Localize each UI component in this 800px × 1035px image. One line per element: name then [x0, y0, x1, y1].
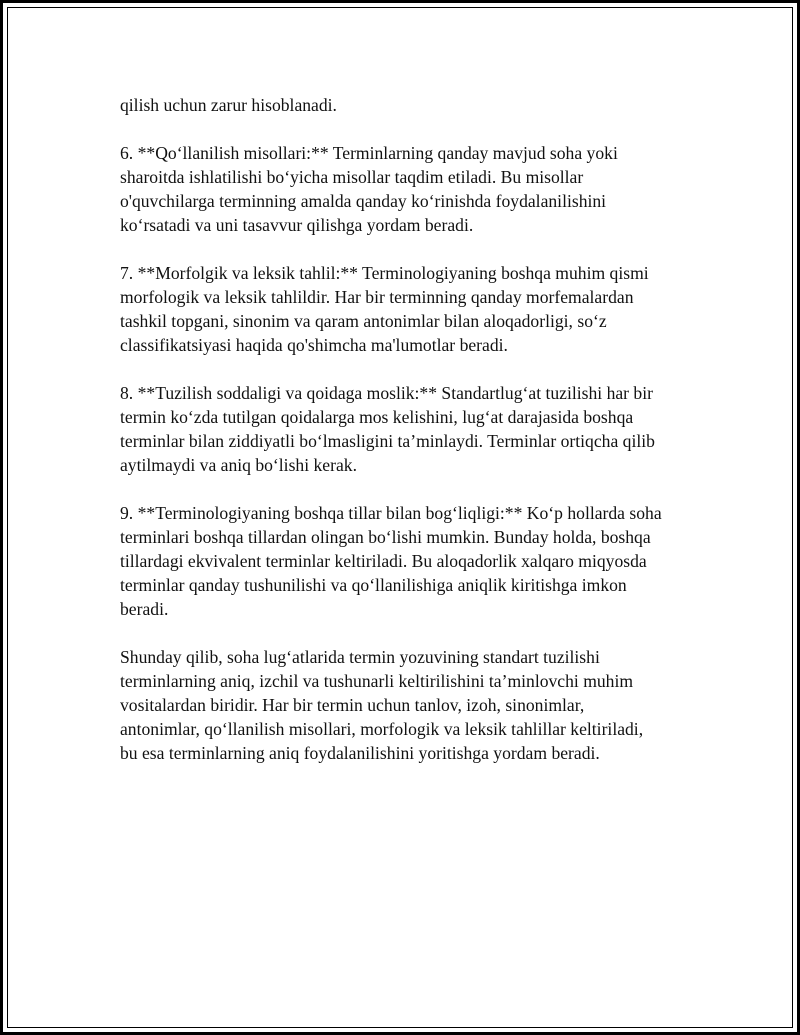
text-line: vositalardan biridir. Har bir termin uchun tanlov, izoh, sinonimlar, [120, 695, 585, 715]
text-line: sharoitda ishlatilishi bo‘yicha misollar taqdim etiladi. Bu misollar [120, 167, 584, 187]
text-line: Shunday qilib, soha lug‘atlarida termin yozuvining standart tuzilishi [120, 647, 600, 667]
paragraph-continuation [120, 93, 700, 117]
text-line: terminlar qanday tushunilishi va qo‘llanilishiga aniqlik kiritishga imkon [120, 575, 627, 595]
paragraph-item-9 [120, 501, 700, 621]
text-line: 6. **Qo‘llanilish misollari:** Terminlarning qanday mavjud soha yoki [120, 143, 618, 163]
text-line: tillardagi ekvivalent terminlar keltiriladi. Bu aloqadorlik xalqaro miqyosda [120, 551, 647, 571]
text-line: tashkil topgani, sinonim va qaram antonimlar bilan aloqadorligi, so‘z [120, 311, 607, 331]
text-line: beradi. [120, 599, 169, 619]
text-line: antonimlar, qo‘llanilish misollari, morfologik va leksik tahlillar keltiriladi, [120, 719, 644, 739]
document-body [120, 93, 700, 789]
text-line: terminlarning aniq, izchil va tushunarli keltirilishini ta’minlovchi muhim [120, 671, 634, 691]
text-line: o'quvchilarga terminning amalda qanday ko‘rinishda foydalanilishini [120, 191, 607, 211]
text-line: ko‘rsatadi va uni tasavvur qilishga yordam beradi. [120, 215, 474, 235]
text-line: classifikatsiyasi haqida qo'shimcha ma'lumotlar beradi. [120, 335, 508, 355]
text-line: aytilmaydi va aniq bo‘lishi kerak. [120, 455, 357, 475]
text-line: terminlar bilan ziddiyatli bo‘lmasligini ta’minlaydi. Terminlar ortiqcha qilib [120, 431, 655, 451]
text-line: morfologik va leksik tahlildir. Har bir terminning qanday morfemalardan [120, 287, 634, 307]
text-line: qilish uchun zarur hisoblanadi. [120, 95, 337, 115]
text-line: 9. **Terminologiyaning boshqa tillar bilan bog‘liqligi:** Ko‘p hollarda soha [120, 503, 662, 523]
paragraph-item-8 [120, 381, 700, 477]
paragraph-item-7 [120, 261, 700, 357]
text-line: 8. **Tuzilish soddaligi va qoidaga moslik:** Standartlug‘at tuzilishi har bir [120, 383, 653, 403]
paragraph-conclusion [120, 645, 700, 765]
text-line: termin ko‘zda tutilgan qoidalarga mos kelishini, lug‘at darajasida boshqa [120, 407, 634, 427]
text-line: 7. **Morfolgik va leksik tahlil:** Terminologiyaning boshqa muhim qismi [120, 263, 649, 283]
paragraph-item-6 [120, 141, 700, 237]
text-line: bu esa terminlarning aniq foydalanilishini yoritishga yordam beradi. [120, 743, 600, 763]
text-line: terminlari boshqa tillardan olingan bo‘lishi mumkin. Bunday holda, boshqa [120, 527, 651, 547]
